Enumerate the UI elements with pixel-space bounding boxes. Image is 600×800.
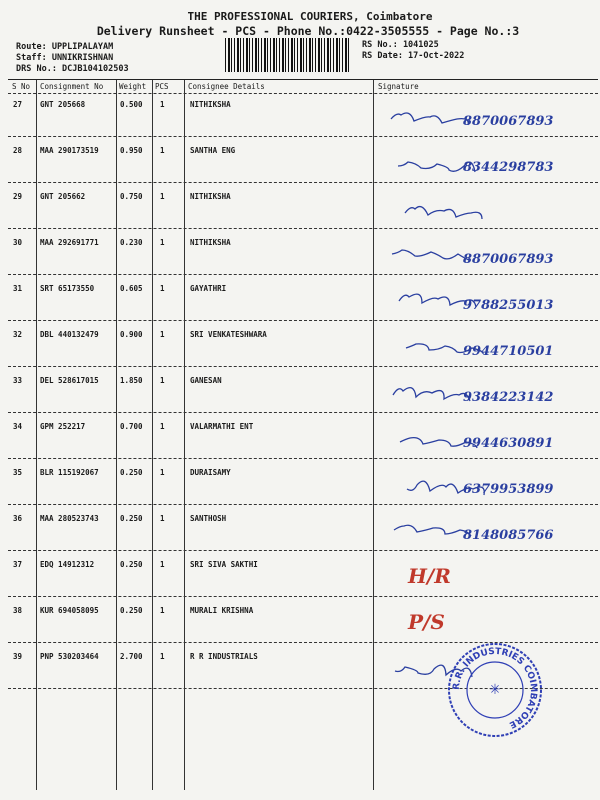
consignment-no: EDQ 14912312 xyxy=(40,560,95,569)
consignment-no: GNT 205662 xyxy=(40,192,86,201)
row-sno: 30 xyxy=(13,238,23,247)
row-sno: 29 xyxy=(13,192,23,201)
consignment-no: BLR 115192067 xyxy=(40,468,99,477)
row-sno: 33 xyxy=(13,376,23,385)
consignee-name: NITHIKSHA xyxy=(190,238,231,247)
signature-note: 9944630891 xyxy=(463,436,554,451)
row-separator xyxy=(8,366,598,367)
weight-value: 0.605 xyxy=(120,284,143,293)
pcs-value: 1 xyxy=(160,514,165,523)
row-separator xyxy=(8,550,598,551)
row-separator xyxy=(8,136,598,137)
signature-note: P/S xyxy=(408,610,445,634)
company-stamp xyxy=(445,640,545,740)
consignment-no: GNT 205668 xyxy=(40,100,86,109)
row-sno: 37 xyxy=(13,560,23,569)
table-row xyxy=(0,560,600,606)
consignment-no: SRT 65173550 xyxy=(40,284,95,293)
weight-value: 0.950 xyxy=(120,146,143,155)
table-row xyxy=(0,100,600,146)
table-row xyxy=(0,330,600,376)
consignee-name: SRI SIVA SAKTHI xyxy=(190,560,258,569)
consignee-name: NITHIKSHA xyxy=(190,192,231,201)
signature-note: 9788255013 xyxy=(463,298,554,313)
weight-value: 0.250 xyxy=(120,560,143,569)
svg-text:✳: ✳ xyxy=(489,682,501,698)
pcs-value: 1 xyxy=(160,192,165,201)
row-sno: 27 xyxy=(13,100,23,109)
weight-value: 0.250 xyxy=(120,468,143,477)
weight-value: 0.250 xyxy=(120,606,143,615)
weight-value: 0.700 xyxy=(120,422,143,431)
pcs-value: 1 xyxy=(160,606,165,615)
consignee-name: SANTHA ENG xyxy=(190,146,236,155)
table-header xyxy=(0,80,600,94)
pcs-value: 1 xyxy=(160,376,165,385)
table-row xyxy=(0,514,600,560)
signature-note: 8148085766 xyxy=(463,528,554,543)
barcode xyxy=(225,38,350,72)
pcs-value: 1 xyxy=(160,238,165,247)
weight-value: 0.250 xyxy=(120,514,143,523)
pcs-value: 1 xyxy=(160,146,165,155)
pcs-value: 1 xyxy=(160,468,165,477)
weight-value: 0.230 xyxy=(120,238,143,247)
row-sno: 34 xyxy=(13,422,23,431)
signature-note: 9944710501 xyxy=(463,344,554,359)
runsheet-title: Delivery Runsheet - PCS - Phone No.:0422-3505555 - Page No.:3 xyxy=(96,24,520,38)
signature-stroke xyxy=(391,113,468,125)
pcs-value: 1 xyxy=(160,652,165,661)
col-signature: Signature xyxy=(378,82,419,91)
route-text: Route: UPPLIPALAYAM xyxy=(16,42,114,52)
header-bottom-rule xyxy=(8,93,598,94)
consignee-name: VALARMATHI ENT xyxy=(190,422,254,431)
col-weight: Weight xyxy=(119,82,147,91)
drs-text: DRS No.: DCJB104102503 xyxy=(16,64,129,74)
consignment-no: MAA 280523743 xyxy=(40,514,99,523)
consignment-no: KUR 694058095 xyxy=(40,606,99,615)
staff-text: Staff: UNNIKRISHNAN xyxy=(16,53,114,63)
consignment-no: DEL 528617015 xyxy=(40,376,99,385)
weight-value: 1.850 xyxy=(120,376,143,385)
pcs-value: 1 xyxy=(160,100,165,109)
signature-note: H/R xyxy=(408,564,451,588)
consignment-no: MAA 290173519 xyxy=(40,146,99,155)
row-sno: 39 xyxy=(13,652,23,661)
signature-note: 9384223142 xyxy=(463,390,554,405)
row-separator xyxy=(8,458,598,459)
consignee-name: SANTHOSH xyxy=(190,514,227,523)
row-sno: 31 xyxy=(13,284,23,293)
pcs-value: 1 xyxy=(160,330,165,339)
weight-value: 2.700 xyxy=(120,652,143,661)
row-separator xyxy=(8,228,598,229)
table-row xyxy=(0,192,600,238)
row-sno: 28 xyxy=(13,146,23,155)
signature-stroke xyxy=(394,525,471,536)
table-row xyxy=(0,238,600,284)
row-sno: 36 xyxy=(13,514,23,523)
consignee-name: SRI VENKATESHWARA xyxy=(190,330,267,339)
consignee-name: DURAISAMY xyxy=(190,468,231,477)
table-row xyxy=(0,146,600,192)
table-row xyxy=(0,422,600,468)
company-title: THE PROFESSIONAL COURIERS, Coimbatore xyxy=(187,10,433,23)
rs-no-text: RS No.: 1041025 xyxy=(362,40,439,50)
row-sno: 32 xyxy=(13,330,23,339)
row-separator xyxy=(8,596,598,597)
pcs-value: 1 xyxy=(160,560,165,569)
row-sno: 38 xyxy=(13,606,23,615)
col-pcs: PCS xyxy=(155,82,169,91)
consignment-no: DBL 440132479 xyxy=(40,330,99,339)
signature-note: 8870067893 xyxy=(463,114,554,129)
signature-stroke xyxy=(392,250,469,260)
signature-stroke xyxy=(405,207,482,219)
signature-note: 8870067893 xyxy=(463,252,554,267)
consignee-name: GAYATHRI xyxy=(190,284,227,293)
col-consignee: Consignee Details xyxy=(188,82,265,91)
row-separator xyxy=(8,504,598,505)
row-separator xyxy=(8,320,598,321)
row-separator xyxy=(8,412,598,413)
table-row xyxy=(0,284,600,330)
consignee-name: GANESAN xyxy=(190,376,222,385)
weight-value: 0.500 xyxy=(120,100,143,109)
rs-date-text: RS Date: 17-Oct-2022 xyxy=(362,51,465,61)
col-sno: S No xyxy=(12,82,31,91)
table-row xyxy=(0,376,600,422)
consignment-no: GPM 252217 xyxy=(40,422,86,431)
col-consignment: Consignment No xyxy=(40,82,104,91)
row-separator xyxy=(8,274,598,275)
pcs-value: 1 xyxy=(160,284,165,293)
consignee-name: MURALI KRISHNA xyxy=(190,606,254,615)
pcs-value: 1 xyxy=(160,422,165,431)
consignee-name: R R INDUSTRIALS xyxy=(190,652,258,661)
stamp-text: R.R. INDUSTRIES COIMBATORE xyxy=(451,646,539,730)
row-separator xyxy=(8,182,598,183)
weight-value: 0.900 xyxy=(120,330,143,339)
consignee-name: NITHIKSHA xyxy=(190,100,231,109)
signature-note: 8344298783 xyxy=(463,160,554,175)
consignment-no: PNP 530203464 xyxy=(40,652,99,661)
signature-stroke xyxy=(393,388,470,401)
consignment-no: MAA 292691771 xyxy=(40,238,99,247)
weight-value: 0.750 xyxy=(120,192,143,201)
signature-note: 6379953899 xyxy=(463,482,554,497)
row-sno: 35 xyxy=(13,468,23,477)
table-row xyxy=(0,468,600,514)
